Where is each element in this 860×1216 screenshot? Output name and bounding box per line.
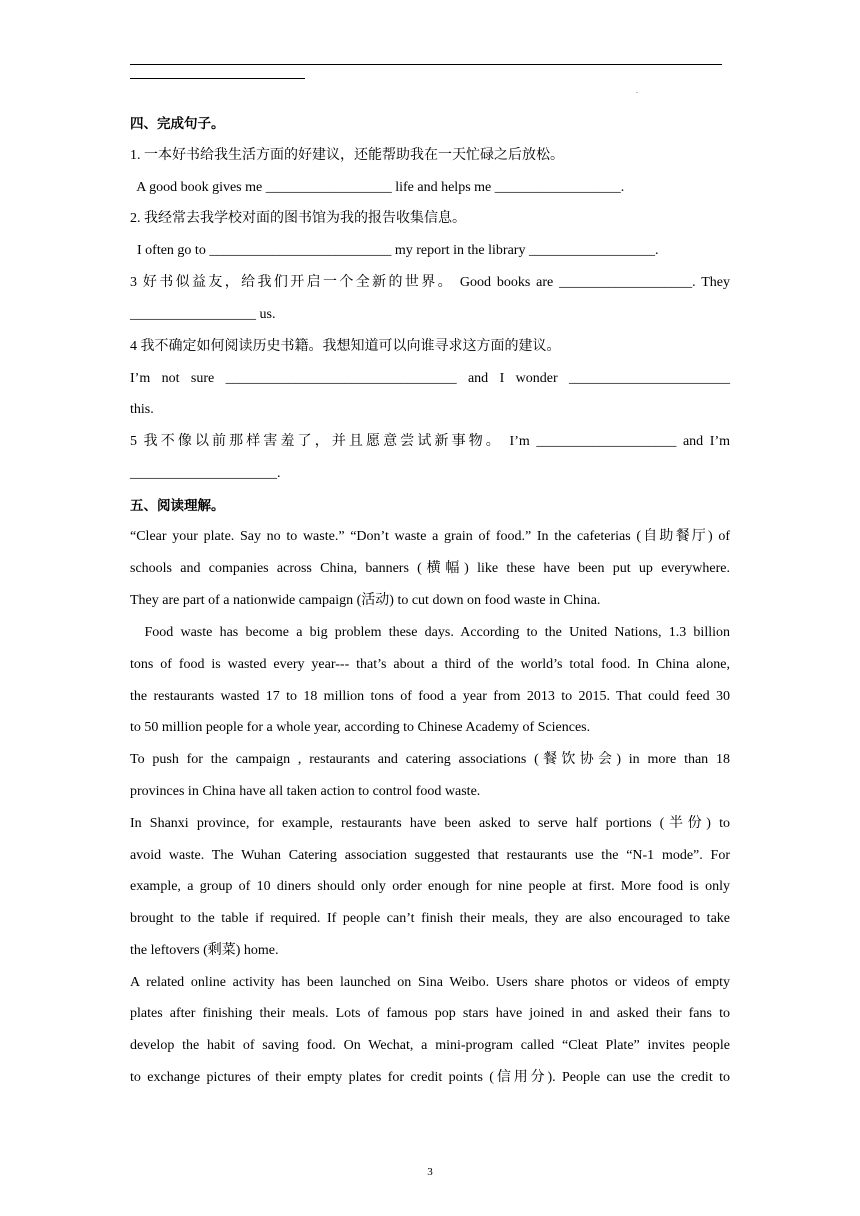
s5-line: to exchange pictures of their empty plates for credit points (信用分). People can use the credit to — [130, 1070, 730, 1085]
s5-line: “Clear your plate. Say no to waste.” “Don’t waste a grain of food.” In the cafeterias (自助餐厅) of — [130, 529, 730, 544]
s5-line: develop the habit of saving food. On Wechat, a mini-program called “Cleat Plate” invites people — [130, 1038, 730, 1053]
s5-line: To push for the campaign , restaurants and catering associations (餐饮协会) in more than 18 — [130, 752, 730, 767]
s5-line: provinces in China have all taken action to control food waste. — [130, 784, 481, 799]
s5-line: brought to the table if required. If people can’t finish their meals, they are also encouraged to take — [130, 911, 730, 926]
s4-line: 1. 一本好书给我生活方面的好建议，还能帮助我在一天忙碌之后放松。 — [130, 148, 564, 163]
s4-line: 3 好书似益友，给我们开启一个全新的世界。 Good books are ___________________. They — [130, 275, 730, 290]
stray-dot: . — [636, 86, 638, 95]
s4-line: 2. 我经常去我学校对面的图书馆为我的报告收集信息。 — [130, 211, 466, 226]
s4-line: __________________ us. — [130, 307, 276, 322]
s5-line: example, a group of 10 diners should only order enough for nine people at first. More food is only — [130, 879, 730, 894]
s4-line: 5 我不像以前那样害羞了，并且愿意尝试新事物。 I’m ____________________ and I’m — [130, 434, 730, 449]
s5-line: the leftovers (剩菜) home. — [130, 943, 279, 958]
s4-line: this. — [130, 402, 154, 417]
answer-line-top — [130, 64, 722, 65]
s4-line: I’m not sure _________________________________ and I wonder _______________________ — [130, 371, 730, 386]
answer-line-short — [130, 78, 305, 79]
s4-line: I often go to __________________________ my report in the library __________________. — [130, 243, 659, 258]
s5-line: the restaurants wasted 17 to 18 million tons of food a year from 2013 to 2015. That could feed 30 — [130, 689, 730, 704]
s5-line: tons of food is wasted every year--- that’s about a third of the world’s total food. In China alone, — [130, 657, 730, 672]
s4-line: A good book gives me __________________ life and helps me __________________. — [130, 180, 625, 195]
s5-line: to 50 million people for a whole year, according to Chinese Academy of Sciences. — [130, 720, 591, 735]
s5-line: schools and companies across China, banners (横幅) like these have been put up everywhere. — [130, 561, 730, 576]
s4-line: _____________________. — [130, 466, 281, 481]
s5-line: Food waste has become a big problem these days. According to the United Nations, 1.3 billion — [130, 625, 730, 640]
s5-line: They are part of a nationwide campaign (活动) to cut down on food waste in China. — [130, 593, 601, 608]
s5-line: A related online activity has been launched on Sina Weibo. Users share photos or videos of empty — [130, 975, 730, 990]
s5-line: In Shanxi province, for example, restaurants have been asked to serve half portions (半份) to — [130, 816, 730, 831]
page-number: 3 — [427, 1166, 433, 1178]
s5-line: plates after finishing their meals. Lots of famous pop stars have joined in and asked their fans to — [130, 1006, 730, 1021]
section5-heading: 五、阅读理解。 — [130, 498, 225, 514]
section4-heading: 四、完成句子。 — [130, 116, 225, 132]
s5-line: avoid waste. The Wuhan Catering association suggested that restaurants use the “N-1 mode”. For — [130, 848, 730, 863]
s4-line: 4 我不确定如何阅读历史书籍。我想知道可以向谁寻求这方面的建议。 — [130, 339, 561, 354]
